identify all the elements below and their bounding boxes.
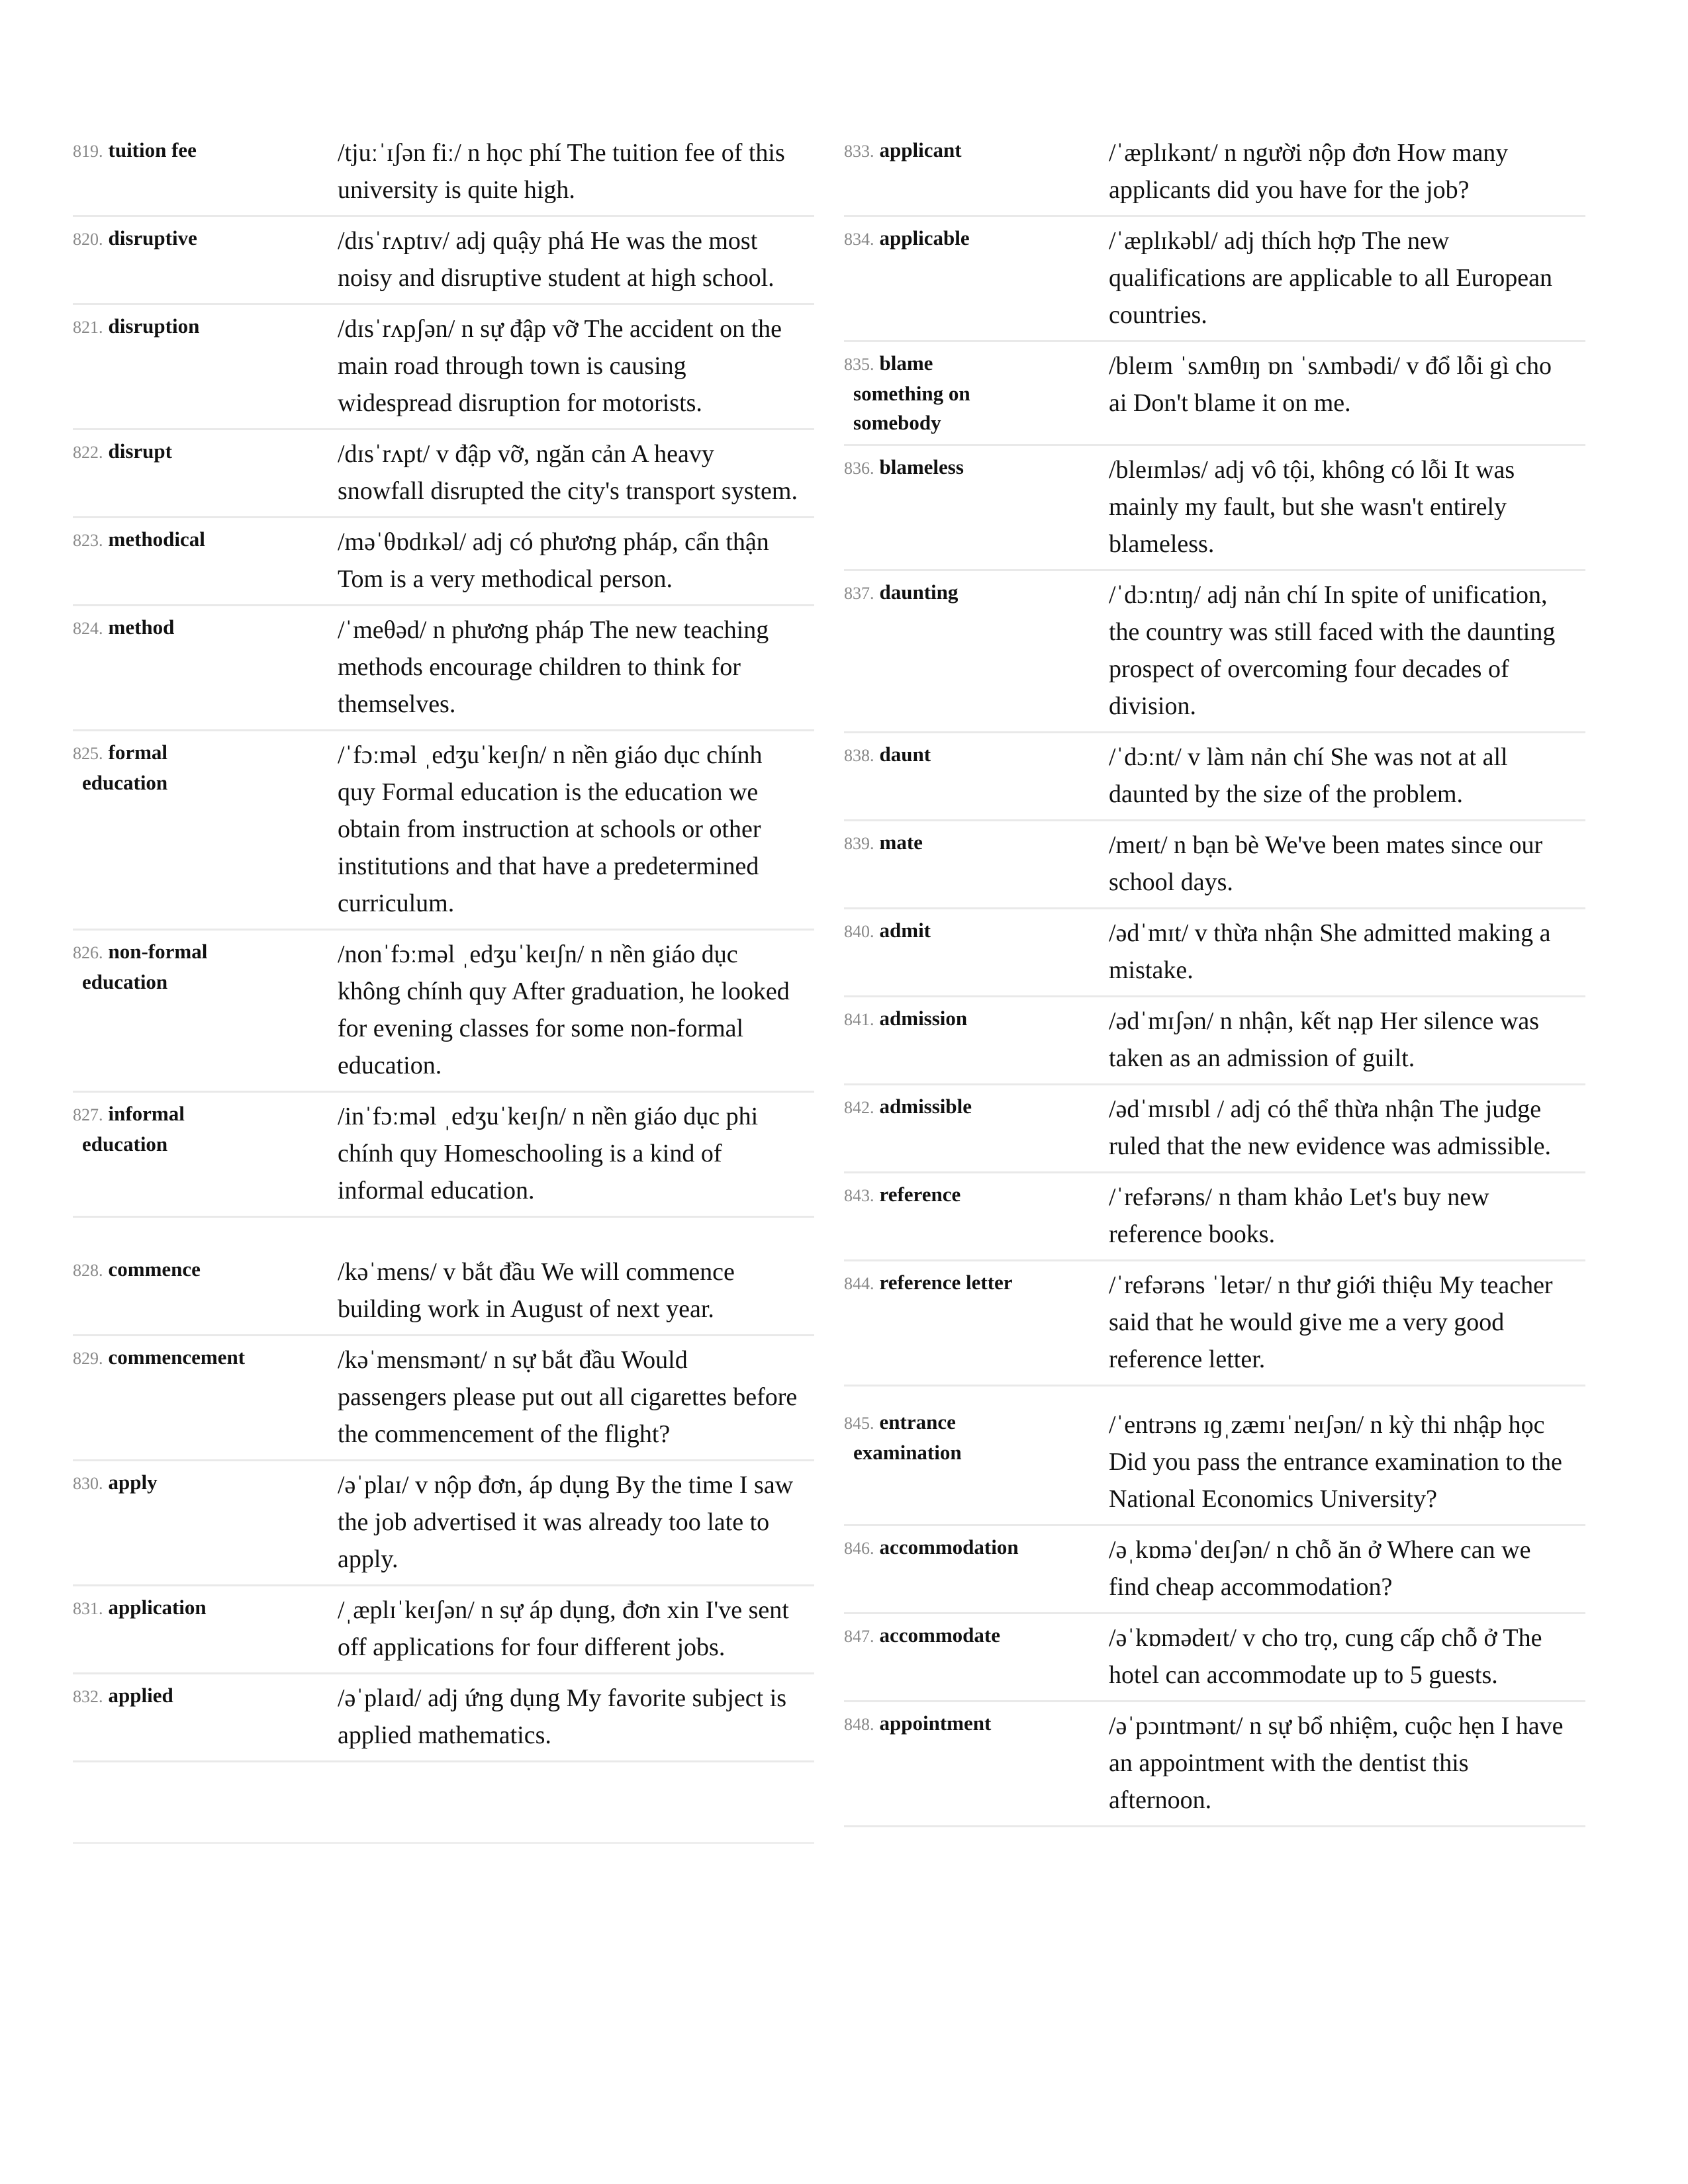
entry-number: 820.: [73, 230, 103, 249]
spacer: [844, 1387, 1585, 1401]
entry-number: 823.: [73, 531, 103, 550]
entry-definition: /ˈfɔːməl ˌedʒuˈkeɪʃn/ n nền giáo dục chính quy Formal education is the education we obtain from instruction at schools or other institutions and that have a predetermined curriculum.: [338, 741, 763, 917]
vocab-entry: [73, 1248, 814, 1336]
vocab-entry: [73, 1461, 814, 1586]
entry-term: [844, 739, 1109, 770]
entry-term: [844, 827, 1109, 858]
entry-number: 834.: [844, 230, 874, 249]
entry-number: 829.: [73, 1349, 103, 1368]
entry-word: formal: [108, 741, 168, 764]
vocab-entry: [844, 909, 1585, 997]
entry-definition: /inˈfɔːməl ˌedʒuˈkeɪʃn/ n nền giáo dục phi chính quy Homeschooling is a kind of informal education.: [338, 1103, 759, 1205]
entry-definition: /ˈæplɪkənt/ n người nộp đơn How many applicants did you have for the job?: [1109, 139, 1509, 204]
vocab-entry: [73, 430, 814, 518]
vocab-entry: [844, 342, 1585, 446]
left-column: [73, 129, 814, 1844]
entry-number: 830.: [73, 1474, 103, 1493]
entry-term: [73, 1098, 338, 1159]
entry-word: disruption: [108, 314, 200, 338]
entry-word: daunt: [879, 743, 931, 766]
entry-term: [844, 1531, 1109, 1563]
entry-word: applied: [108, 1684, 173, 1707]
entry-number: 824.: [73, 619, 103, 638]
entry-definition: /ˈæplɪkəbl/ adj thích hợp The new qualifications are applicable to all European countries.: [1109, 227, 1552, 329]
entry-term: [73, 737, 338, 797]
vocab-entry: [844, 1401, 1585, 1526]
vocab-entry: [844, 1173, 1585, 1261]
vocab-entry: [844, 129, 1585, 217]
entry-definition: /əˈplaɪ/ v nộp đơn, áp dụng By the time I saw the job advertised it was already too late to apply.: [338, 1471, 794, 1573]
entry-definition: /bleɪm ˈsʌmθɪŋ ɒn ˈsʌmbədi/ v đổ lỗi gì cho ai Don't blame it on me.: [1109, 352, 1552, 417]
entry-number: 819.: [73, 142, 103, 161]
entry-word: applicant: [879, 138, 962, 161]
entry-number: 827.: [73, 1105, 103, 1124]
vocab-entry: [844, 821, 1585, 909]
entry-word: accommodate: [879, 1623, 1000, 1647]
entry-term: [73, 134, 338, 166]
entry-word: commencement: [108, 1345, 246, 1369]
entry-term: [73, 936, 338, 997]
entry-word: method: [108, 615, 175, 639]
entry-term: [844, 1091, 1109, 1122]
entry-number: 826.: [73, 943, 103, 962]
vocab-entry: [844, 446, 1585, 571]
entry-term: [844, 451, 1109, 483]
entry-definition: /nonˈfɔːməl ˌedʒuˈkeɪʃn/ n nền giáo dục không chính quy After graduation, he looked for evening classes for some non-formal education.: [338, 940, 790, 1079]
entry-word: commence: [108, 1257, 201, 1281]
entry-definition: /məˈθɒdɪkəl/ adj có phương pháp, cẩn thận Tom is a very methodical person.: [338, 528, 769, 593]
vocab-entry: [844, 1614, 1585, 1702]
right-column: [844, 129, 1585, 1827]
vocab-entry: [73, 1336, 814, 1461]
entry-definition: /ədˈmɪsɪbl / adj có thể thừa nhận The judge ruled that the new evidence was admissible.: [1109, 1095, 1551, 1160]
entry-definition: /ˈmeθəd/ n phương pháp The new teaching methods encourage children to think for themselves.: [338, 616, 769, 718]
entry-term: [73, 1467, 338, 1498]
entry-definition: /kəˈmens/ v bắt đầu We will commence building work in August of next year.: [338, 1258, 735, 1323]
column-bottom-rule: [73, 1762, 814, 1844]
entry-term: [73, 1680, 338, 1711]
entry-definition: /əˈpɔɪntmənt/ n sự bổ nhiệm, cuộc hẹn I have an appointment with the dentist this afternoon.: [1109, 1712, 1564, 1814]
entry-word: non-formal: [108, 940, 208, 963]
vocab-entry: [73, 1674, 814, 1762]
entry-word: methodical: [108, 527, 205, 551]
entry-word: blameless: [879, 455, 964, 478]
entry-term: [73, 523, 338, 555]
entry-number: 831.: [73, 1599, 103, 1618]
entry-word: apply: [108, 1471, 158, 1494]
vocab-entry: [844, 1261, 1585, 1387]
entry-definition: /ˈentrəns ɪɡˌzæmɪˈneɪʃən/ n kỳ thi nhập học Did you pass the entrance examination to the National Economics University?: [1109, 1411, 1562, 1513]
entry-definition: /ˈdɔːnt/ v làm nản chí She was not at all daunted by the size of the problem.: [1109, 743, 1508, 808]
entry-word-continuation: education: [82, 970, 168, 993]
entry-number: 846.: [844, 1539, 874, 1558]
entry-number: 825.: [73, 744, 103, 763]
entry-word: accommodation: [879, 1535, 1019, 1559]
entry-definition: /ˈrefərəns/ n tham khảo Let's buy new reference books.: [1109, 1183, 1489, 1248]
entry-word: daunting: [879, 580, 959, 604]
entry-definition: /bleɪmləs/ adj vô tội, không có lỗi It was mainly my fault, but she wasn't entirely blameless.: [1109, 456, 1515, 558]
vocab-entry: [73, 217, 814, 305]
vocab-entry: [844, 571, 1585, 733]
entry-term: [73, 612, 338, 643]
entry-term: [844, 1179, 1109, 1210]
entry-number: 840.: [844, 922, 874, 941]
entry-word: informal: [108, 1102, 185, 1125]
entry-term: [844, 1003, 1109, 1034]
entry-number: 841.: [844, 1010, 874, 1029]
entry-term: [73, 1342, 338, 1373]
vocab-entry: [73, 518, 814, 606]
entry-word-continuation: education: [82, 771, 168, 794]
entry-definition: /əˈkɒmədeɪt/ v cho trọ, cung cấp chỗ ở The hotel can accommodate up to 5 guests.: [1109, 1624, 1542, 1689]
entry-number: 838.: [844, 746, 874, 765]
entry-number: 832.: [73, 1687, 103, 1706]
entry-word: admissible: [879, 1095, 972, 1118]
entry-definition: /ˈrefərəns ˈletər/ n thư giới thiệu My teacher said that he would give me a very good reference letter.: [1109, 1271, 1553, 1373]
entry-number: 845.: [844, 1414, 874, 1433]
vocab-entry: [844, 1702, 1585, 1827]
entry-number: 821.: [73, 318, 103, 337]
entry-word: entrance: [879, 1410, 956, 1433]
entry-term: [73, 435, 338, 467]
entry-word-continuation: examination: [853, 1441, 962, 1464]
entry-definition: /tjuːˈɪʃən fiː/ n học phí The tuition fee of this university is quite high.: [338, 139, 785, 204]
entry-term: [844, 1406, 1109, 1467]
entry-definition: /ˈdɔːntɪŋ/ adj nản chí In spite of unification, the country was still faced with the daunting prospect of overcoming four decades of division.: [1109, 581, 1556, 720]
entry-definition: /dɪsˈrʌpʃən/ n sự đập vỡ The accident on the main road through town is causing widespread disruption for motorists.: [338, 315, 782, 417]
entry-word-continuation: something on: [853, 382, 970, 405]
entry-number: 844.: [844, 1274, 874, 1293]
entry-definition: /əˈplaɪd/ adj ứng dụng My favorite subject is applied mathematics.: [338, 1684, 787, 1749]
entry-number: 836.: [844, 459, 874, 478]
entry-word-continuation: education: [82, 1132, 168, 1156]
entry-number: 828.: [73, 1261, 103, 1280]
entry-number: 839.: [844, 834, 874, 853]
entry-term: [844, 1619, 1109, 1651]
entry-term: [844, 915, 1109, 946]
vocab-entry: [844, 997, 1585, 1085]
entry-term: [844, 576, 1109, 608]
entry-word-continuation: somebody: [853, 411, 941, 434]
vocab-entry: [73, 731, 814, 931]
vocab-entry: [73, 129, 814, 217]
vocab-entry: [844, 1085, 1585, 1173]
entry-term: [844, 1707, 1109, 1739]
entry-word: disrupt: [108, 439, 172, 463]
vocab-entry: [73, 1586, 814, 1674]
entry-definition: /ədˈmɪt/ v thừa nhận She admitted making a mistake.: [1109, 919, 1551, 984]
entry-word: reference letter: [879, 1271, 1013, 1294]
entry-word: applicable: [879, 226, 970, 250]
entry-definition: /dɪsˈrʌptɪv/ adj quậy phá He was the most noisy and disruptive student at high school.: [338, 227, 774, 292]
vocab-entry: [73, 931, 814, 1093]
vocab-entry: [73, 606, 814, 731]
entry-term: [844, 347, 1109, 437]
vocab-entry: [844, 1526, 1585, 1614]
entry-definition: /meɪt/ n bạn bè We've been mates since our school days.: [1109, 831, 1543, 896]
entry-term: [73, 1253, 338, 1285]
entry-term: [73, 310, 338, 342]
entry-term: [844, 1267, 1109, 1298]
entry-word: blame: [879, 351, 933, 375]
entry-word: mate: [879, 831, 923, 854]
entry-term: [73, 222, 338, 254]
vocab-entry: [73, 305, 814, 430]
entry-word: application: [108, 1596, 207, 1619]
spacer: [73, 1218, 814, 1248]
entry-word: admission: [879, 1007, 968, 1030]
entry-definition: /ˌæplɪˈkeɪʃən/ n sự áp dụng, đơn xin I've sent off applications for four different jobs.: [338, 1596, 789, 1661]
vocab-entry: [844, 733, 1585, 821]
entry-definition: /dɪsˈrʌpt/ v đập vỡ, ngăn cản A heavy snowfall disrupted the city's transport system.: [338, 440, 798, 505]
entry-term: [73, 1592, 338, 1623]
entry-word: tuition fee: [108, 138, 197, 161]
entry-word: appointment: [879, 1711, 992, 1735]
entry-term: [844, 222, 1109, 254]
entry-term: [844, 134, 1109, 166]
entry-word: admit: [879, 919, 931, 942]
entry-number: 837.: [844, 584, 874, 603]
entry-word: disruptive: [108, 226, 197, 250]
entry-number: 835.: [844, 355, 874, 374]
vocab-entry: [73, 1093, 814, 1218]
entry-number: 848.: [844, 1715, 874, 1734]
entry-number: 833.: [844, 142, 874, 161]
entry-number: 847.: [844, 1627, 874, 1646]
entry-definition: /kəˈmensmənt/ n sự bắt đầu Would passengers please put out all cigarettes before the commencement of the flight?: [338, 1346, 798, 1448]
entry-number: 843.: [844, 1186, 874, 1205]
entry-number: 822.: [73, 443, 103, 462]
entry-definition: /ədˈmɪʃən/ n nhận, kết nạp Her silence was taken as an admission of guilt.: [1109, 1007, 1539, 1072]
vocab-entry: [844, 217, 1585, 342]
entry-word: reference: [879, 1183, 961, 1206]
entry-number: 842.: [844, 1098, 874, 1117]
entry-definition: /əˌkɒməˈdeɪʃən/ n chỗ ăn ở Where can we find cheap accommodation?: [1109, 1536, 1531, 1601]
